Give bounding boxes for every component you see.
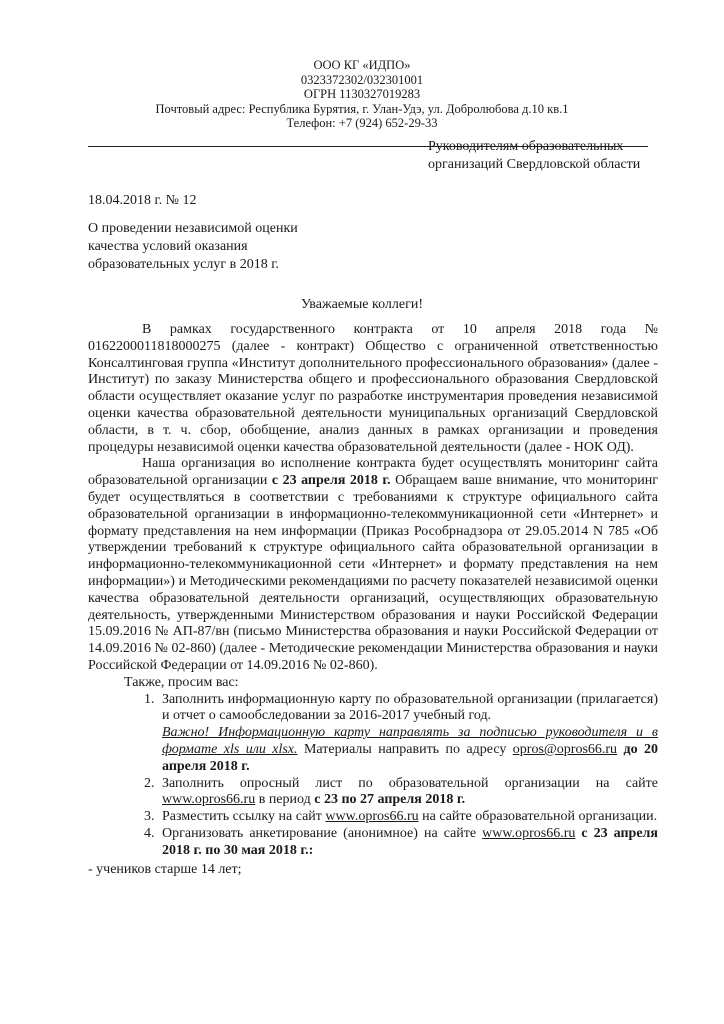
survey-group-students: - учеников старше 14 лет; (88, 861, 242, 877)
note-text: Материалы направить по адресу (297, 741, 513, 757)
letter-subject (88, 220, 298, 274)
list-item (88, 692, 658, 726)
org-name: ООО КГ «ИДПО» (313, 58, 411, 72)
list-item-text: в период (255, 792, 315, 808)
list-item-period: с 23 по 27 апреля 2018 г. (314, 792, 466, 808)
paragraph-monitoring (88, 456, 658, 674)
note-deadline: до 20 апреля 2018 г. (162, 741, 658, 774)
paragraph-monitoring-text-1: Наша организация во исполнение контракта будет осуществлять мониторинг сайта образовательной организации (88, 456, 658, 489)
subject-line-1: О проведении независимой оценки (88, 221, 298, 236)
note-italic: Важно! Информационную карту направлять за подписью руководителя и в формате xls или xlsx. (162, 725, 658, 757)
letterhead (0, 58, 724, 131)
important-note (88, 725, 658, 775)
site-link[interactable]: www.opros66.ru (325, 809, 419, 825)
list-item-text: на сайте образовательной организации. (418, 809, 658, 825)
list-item (88, 776, 658, 810)
list-item-text: Разместить ссылку на сайт (162, 809, 326, 825)
recipient-line-1: Руководителям образовательных (428, 139, 624, 154)
list-item-text: Заполнить информационную карту по образовательной организации (прилагается) и отчет о самообследовании за 2016-2017 учебный год. (162, 691, 658, 724)
list-item (88, 826, 658, 860)
ogrn: ОГРН 1130327019283 (303, 87, 421, 101)
list-item-number: 1. (144, 691, 155, 707)
monitoring-start-date: с 23 апреля 2018 г. (271, 473, 391, 489)
letter-date-number: 18.04.2018 г. № 12 (88, 193, 197, 208)
postal-address: Почтовый адрес: Республика Бурятия, г. Улан-Удэ, ул. Добролюбова д.10 кв.1 (155, 101, 569, 116)
recipient-line-2: организаций Свердловской области (428, 157, 641, 172)
list-item-period: с 23 апреля 2018 г. по 30 мая 2018 г.: (162, 825, 658, 858)
letter-body (88, 322, 658, 878)
phone: Телефон: +7 (924) 652-29-33 (286, 116, 438, 130)
recipient-block (428, 138, 640, 174)
email-link[interactable]: opros@opros66.ru (512, 741, 618, 757)
list-item (88, 809, 658, 826)
request-list-continued (88, 776, 658, 860)
site-link[interactable]: www.opros66.ru (482, 825, 576, 841)
list-item-number: 4. (144, 825, 155, 841)
list-item-text: Организовать анкетирование (анонимное) на сайте (162, 825, 483, 841)
site-link[interactable]: www.opros66.ru (162, 792, 256, 808)
list-item-number: 3. (144, 809, 155, 825)
request-intro: Также, просим вас: (124, 674, 239, 690)
greeting: Уважаемые коллеги! (300, 297, 424, 312)
subject-line-2: качества условий оказания (88, 239, 248, 254)
subject-line-3: образовательных услуг в 2018 г. (88, 257, 279, 272)
paragraph-monitoring-text-2: Обращаем ваше внимание, что мониторинг будет осуществляться в соответствии с требованиями к структуре официального сайта образовательной организации в информационно-телекоммуникационной сети «Интернет» и формату представления на нем информации (Приказ Рособрнадзора от 29.05.2014 N 785 «Об утверждении требований к структуре официального сайта образовательной организации в информационно-телекоммуникационной сети «Интернет» и формату представления на нем информации») и Методическими рекомендациями по расчету показателей независимой оценки качества образовательной деятельности организаций, осуществляющих образовательную деятельность, утвержденными Министерством образования и науки Российской Федерации 15.09.2016 № АП-87/вн (письмо Министерства образования и науки Российской Федерации от 14.09.2016 № 02-860) (далее - Методические рекомендации Министерства образования и науки Российской Федерации от 14.09.2016 № 02-860). (88, 473, 658, 673)
list-item-number: 2. (144, 775, 155, 791)
list-item-text: Заполнить опросный лист по образовательной организации на сайте (162, 775, 658, 791)
paragraph-contract: В рамках государственного контракта от 10 апреля 2018 года № 0162200011818000275 (далее - контракт) Общество с ограниченной ответственностью Консалтинговая группа «Институт дополнительного профессионального образования» (далее - Институт) по заказу Министерства общего и профессионального образования Свердловской области осуществляет оказание услуг по разработке инструментария проведения независимой оценки качества образовательной деятельности муниципальных организаций Свердловской области, в т. ч. сбор, обобщение, анализ данных в рамках организации и проведения процедуры независимой оценки качества образовательной деятельности (далее - НОК ОД). (88, 322, 658, 455)
inn-kpp: 0323372302/032301001 (300, 72, 424, 87)
request-list (88, 692, 658, 726)
